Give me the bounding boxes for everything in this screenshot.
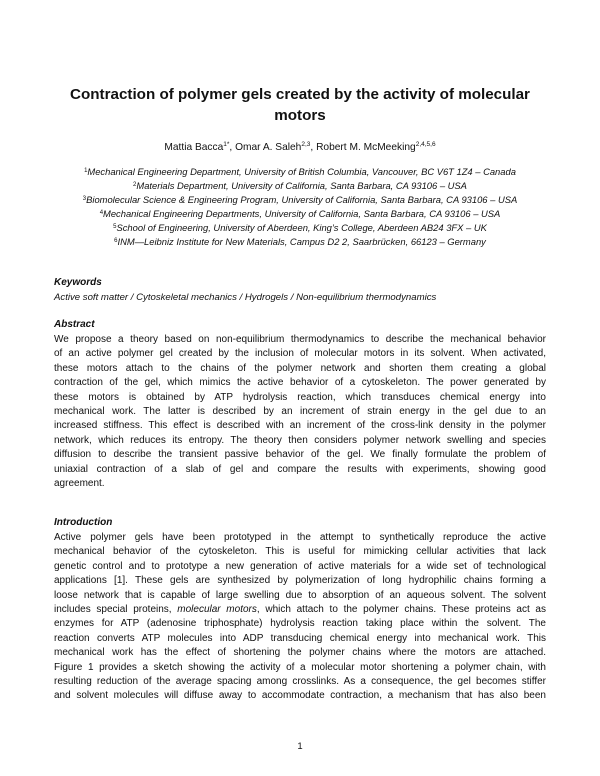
keywords-heading: Keywords (54, 277, 102, 288)
intro-line: enzymes for ATP (adenosine triphosphate) hydrolysis reaction taking place within the solvent. The (54, 618, 546, 630)
affiliation: $^1$Mechanical Engineering Department, University of British Columbia, Vancouver, BC V6T 1Z4 – Canada (84, 166, 516, 177)
abstract-line: mechanical work. The latter is described by an increment of strain energy in the gel due to an (54, 406, 546, 418)
affiliation: $^6$INM—Leibniz Institute for New Materials, Campus D2 2, Saarbrücken, 66123 – Germany (114, 236, 486, 247)
abstract-line: diffusion to describe the transient passive behavior of the gel. We finally formulate the problem of (54, 449, 546, 461)
keywords-list: Active soft matter / Cytoskeletal mechanics / Hydrogels / Non-equilibrium thermodynamics (54, 292, 437, 303)
intro-line: and solvent molecules will diffuse away to accommodate contraction, a mechanism that has also been (54, 690, 546, 702)
introduction-body (54, 531, 546, 704)
affiliation: $^4$Mechanical Engineering Departments, University of California, Santa Barbara, CA 93106 – USA (99, 208, 501, 219)
title-line: motors (274, 107, 326, 124)
intro-line: applications [1]. These gels are synthesized by polymerization of long hydrophilic chains forming a (54, 575, 546, 587)
author: Robert M. McMeeking$^{2,4,5,6}$ (316, 141, 436, 153)
intro-line: resulting reduction of the average spacing among crosslinks. As a consequence, the gel becomes stiffer (54, 676, 546, 688)
author: Mattia Bacca$^{1*}$, (164, 141, 236, 153)
affiliation: $^5$School of Engineering, University of Aberdeen, King’s College, Aberdeen AB24 3FX – UK (113, 222, 487, 233)
intro-line: loose network that is capable of large swelling due to absorption of an aqueous solvent. The solvent (54, 589, 546, 601)
intro-line: genetic control and to prototype a new generation of active materials for a wide set of technological (54, 560, 546, 572)
intro-line: reaction converts ATP molecules into ADP transducing chemical energy into mechanical work. This (54, 632, 546, 644)
abstract-line: We propose a theory based on non-equilibrium thermodynamics to describe the mechanical behavior (54, 334, 546, 345)
affiliation: $^2$Materials Department, University of California, Santa Barbara, CA 93106 – USA (133, 180, 467, 191)
abstract-line: these motors attach to the chains of the polymer network and shorten them creating a global (54, 362, 546, 374)
introduction-heading: Introduction (54, 517, 113, 528)
affiliation-list (30, 165, 570, 249)
intro-line: Figure 1 provides a sketch showing the activity of a molecular motor shortening a polymer chain, with (54, 661, 546, 673)
abstract-line: of an active polymer gel created by the inclusion of molecular motors in its solvent. When activated, (54, 348, 546, 360)
title-line: Contraction of polymer gels created by the activity of molecular (70, 86, 530, 103)
abstract-line: increased stiffness. This effect is described with an increment of the cross-link density in the polymer (54, 420, 546, 432)
author-list (40, 141, 560, 154)
page-number: 1 (297, 741, 303, 752)
abstract-line: network, which reduces its entropy. The theory then considers polymer network swelling and species (54, 434, 546, 446)
paper-title (40, 84, 560, 126)
intro-line: mechanical work has the effect of shortening the polymer chains where the motors are attached. (54, 647, 546, 659)
affiliation: $^3$Biomolecular Science & Engineering Program, University of California, Santa Barbara, CA 93106 – USA (82, 194, 518, 205)
intro-line: mechanical behavior of the cytoskeleton. This is useful for mimicking cellular activities that lack (54, 546, 546, 558)
abstract-line: uniaxial contraction of a slab of gel and compare the results with experiments, showing good (54, 463, 546, 475)
abstract-line: these motors is obtained by ATP hydrolysis reaction, which transduces chemical energy into (54, 391, 546, 403)
abstract-line: agreement. (54, 478, 105, 490)
abstract-line: contraction of the gel, which mimics the active behavior of a cytoskeleton. The power generated by (54, 377, 546, 389)
abstract-body (54, 333, 546, 491)
intro-line: Active polymer gels have been prototyped in the attempt to synthetically reproduce the active (54, 532, 546, 543)
abstract-heading: Abstract (54, 319, 95, 330)
author: Omar A. Saleh$^{2,3}$, (235, 141, 317, 153)
intro-line: includes special proteins, molecular motors, which attach to the polymer chains. These proteins act as (54, 604, 546, 616)
